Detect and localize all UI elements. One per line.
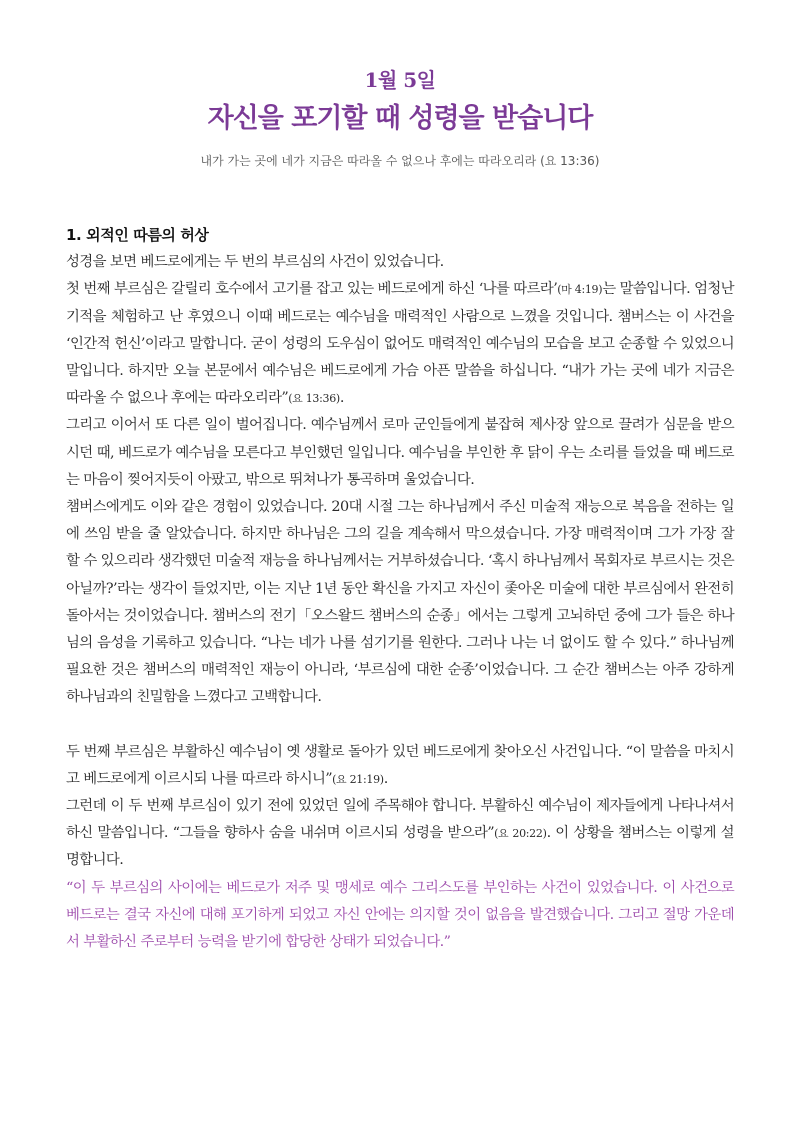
paragraph-2 bbox=[66, 276, 734, 412]
paragraph-2-text-c: . bbox=[339, 390, 344, 407]
page-title: 자신을 포기할 때 성령을 받습니다 bbox=[207, 103, 593, 134]
paragraph-spacer bbox=[66, 712, 734, 739]
paragraph-6 bbox=[66, 793, 734, 875]
paragraph-1: 성경을 보면 베드로에게는 두 번의 부르심의 사건이 있었습니다. bbox=[66, 254, 444, 271]
paragraph-5-text-b: . bbox=[383, 770, 388, 787]
page-date: 1월 5일 bbox=[364, 68, 436, 92]
paragraph-6-text-b: . 이 상황을 챔버스는 이렇게 설명합니다. bbox=[66, 825, 734, 869]
key-verse: 내가 가는 곳에 네가 지금은 따라올 수 없으나 후에는 따라오리라 (요 13:36) bbox=[200, 154, 600, 168]
section-heading: 1. 외적인 따름의 허상 bbox=[66, 226, 209, 244]
paragraph-3: 그리고 이어서 또 다른 일이 벌어집니다. 예수님께서 로마 군인들에게 붙잡혀 제사장 앞으로 끌려가 심문을 받으시던 때, 베드로가 예수님을 모른다고 부인했던 일입니다. 예수님을 부인한 후 닭이 우는 소리를 들었을 때 베드로는 마음이 찢어지듯이 아팠고, 밖으로 뛰쳐나가 통곡하며 울었습니다. bbox=[66, 417, 734, 488]
paragraph-5-text-a: 두 번째 부르심은 부활하신 예수님이 옛 생활로 돌아가 있던 베드로에게 찾아오신 사건입니다. “이 말씀을 마치시고 베드로에게 이르시되 나를 따르라 하시니” bbox=[66, 743, 734, 787]
article-body bbox=[66, 222, 734, 956]
scripture-ref-jn-21-19: (요 21:19) bbox=[332, 772, 384, 786]
paragraph-4: 챔버스에게도 이와 같은 경험이 있었습니다. 20대 시절 그는 하나님께서 주신 미술적 재능으로 복음을 전하는 일에 쓰임 받을 줄 알았습니다. 하지만 하나님은 그의 길을 계속해서 막으셨습니다. 가장 매력적이며 그가 가장 잘 할 수 있으리라 생각했던 미술적 재능을 하나님께서는 거부하셨습니다. ‘혹시 하나님께서 목회자로 부르시는 것은 아닐까?’라는 생각이 들었지만, 이는 지난 1년 동안 확신을 가지고 자신이 좇아온 미술에 대한 부르심에서 완전히 돌아서는 것이었습니다. 챔버스의 전기「오스왈드 챔버스의 순종」에서는 그렇게 고뇌하던 중에 그가 들은 하나님의 음성을 기록하고 있습니다. “나는 네가 나를 섬기기를 원한다. 그러나 나는 너 없이도 할 수 있다.” 하나님께 필요한 것은 챔버스의 매력적인 재능이 아니라, ‘부르심에 대한 순종’이었습니다. 그 순간 챔버스는 아주 강하게 하나님과의 친밀함을 느꼈다고 고백합니다. bbox=[66, 499, 734, 706]
paragraph-6-text-a: 그런데 이 두 번째 부르심이 있기 전에 있었던 일에 주목해야 합니다. 부활하신 예수님이 제자들에게 나타나셔서 하신 말씀입니다. “그들을 향하사 숨을 내쉬며 이르시되 성령을 받으라” bbox=[66, 798, 734, 842]
paragraph-2-text-b: 는 말씀입니다. 엄청난 기적을 체험하고 난 후였으니 이때 베드로는 예수님을 매력적인 사람으로 느꼈을 것입니다. 챔버스는 이 사건을 ‘인간적 헌신’이라고 말합니다. 굳이 성령의 도우심이 없어도 매력적인 예수님의 모습을 보고 순종할 수 있었으니 말입니다. 하지만 오늘 본문에서 예수님은 베드로에게 가슴 아픈 말씀을 하십니다. “내가 가는 곳에 네가 지금은 따라올 수 없으나 후에는 따라오리라” bbox=[66, 281, 734, 407]
chambers-quote: “이 두 부르심의 사이에는 베드로가 저주 및 맹세로 예수 그리스도를 부인하는 사건이 있었습니다. 이 사건으로 베드로는 결국 자신에 대해 포기하게 되었고 자신 안에는 의지할 것이 없음을 발견했습니다. 그리고 절망 가운데서 부활하신 주로부터 능력을 받기에 합당한 상태가 되었습니다.” bbox=[66, 879, 734, 951]
paragraph-2-text-a: 첫 번째 부르심은 갈릴리 호수에서 고기를 잡고 있는 베드로에게 하신 ‘나를 따르라’ bbox=[66, 281, 558, 298]
scripture-ref-jn-13-36: (요 13:36) bbox=[288, 392, 340, 406]
scripture-ref-jn-20-22: (요 20:22) bbox=[494, 827, 547, 841]
scripture-ref-mt-4-19: (마 4:19) bbox=[557, 283, 603, 297]
paragraph-5 bbox=[66, 739, 734, 793]
